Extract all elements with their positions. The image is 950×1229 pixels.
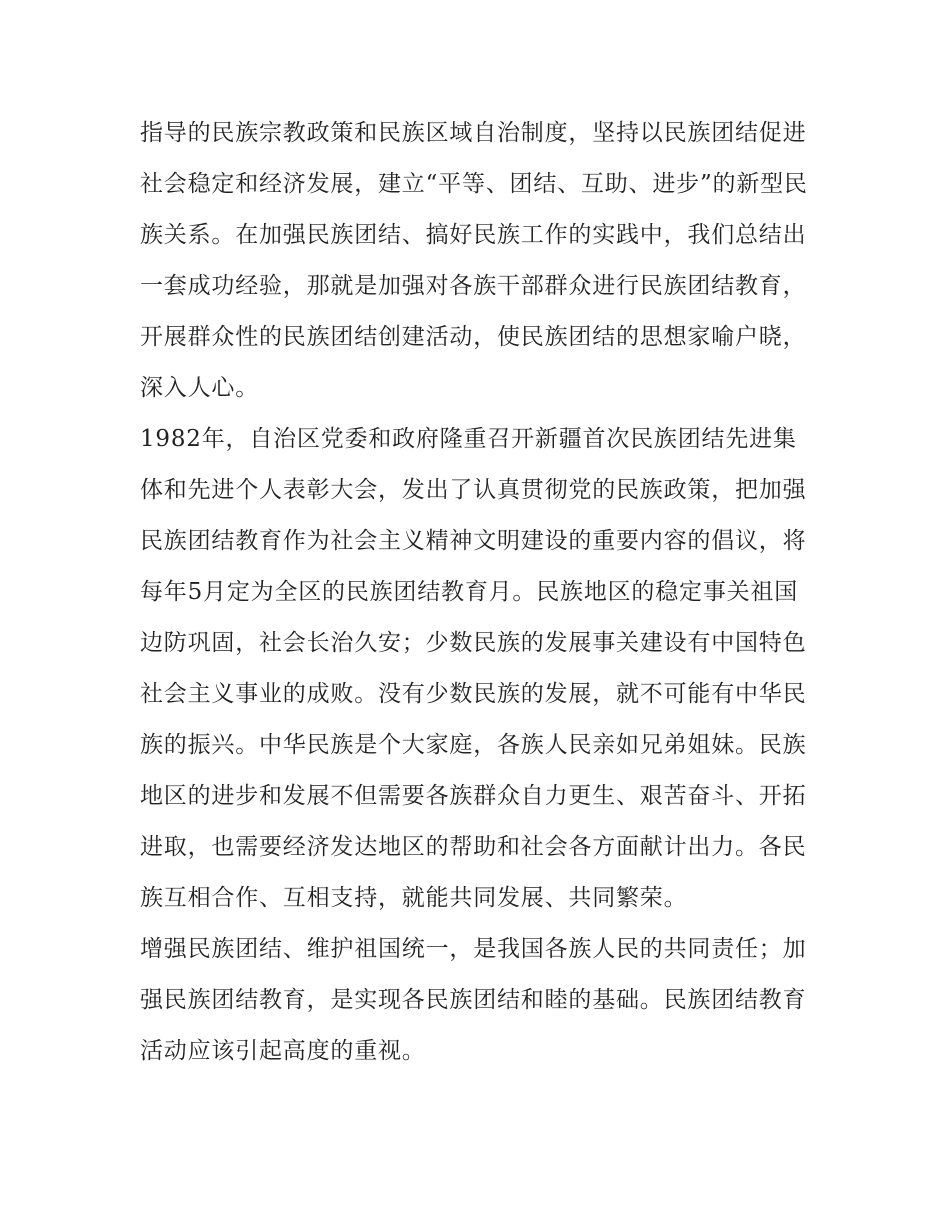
paragraph-3: 增强民族团结、维护祖国统一，是我国各族人民的共同责任；加强民族团结教育，是实现各民族团结和睦的基础。民族团结教育活动应该引起高度的重视。 [140,936,807,1064]
document-body [140,108,812,1077]
paragraph-2: 1982年，自治区党委和政府隆重召开新疆首次民族团结先进集体和先进个人表彰大会，发出了认真贯彻党的民族政策，把加强民族团结教育作为社会主义精神文明建设的重要内容的倡议，将每年5月定为全区的民族团结教育月。民族地区的稳定事关祖国边防巩固，社会长治久安；少数民族的发展事关建设有中国特色社会主义事业的成败。没有少数民族的发展，就不可能有中华民族的振兴。中华民族是个大家庭，各族人民亲如兄弟姐妹。民族地区的进步和发展不但需要各族群众自力更生、艰苦奋斗、开拓进取，也需要经济发达地区的帮助和社会各方面献计出力。各民族互相合作、互相支持，就能共同发展、共同繁荣。 [140,426,807,911]
paragraph-1: 指导的民族宗教政策和民族区域自治制度，坚持以民族团结促进社会稳定和经济发展，建立“平等、团结、互助、进步”的新型民族关系。在加强民族团结、搞好民族工作的实践中，我们总结出一套成功经验，那就是加强对各族干部群众进行民族团结教育，开展群众性的民族团结创建活动，使民族团结的思想家喻户晓，深入人心。 [140,120,808,401]
